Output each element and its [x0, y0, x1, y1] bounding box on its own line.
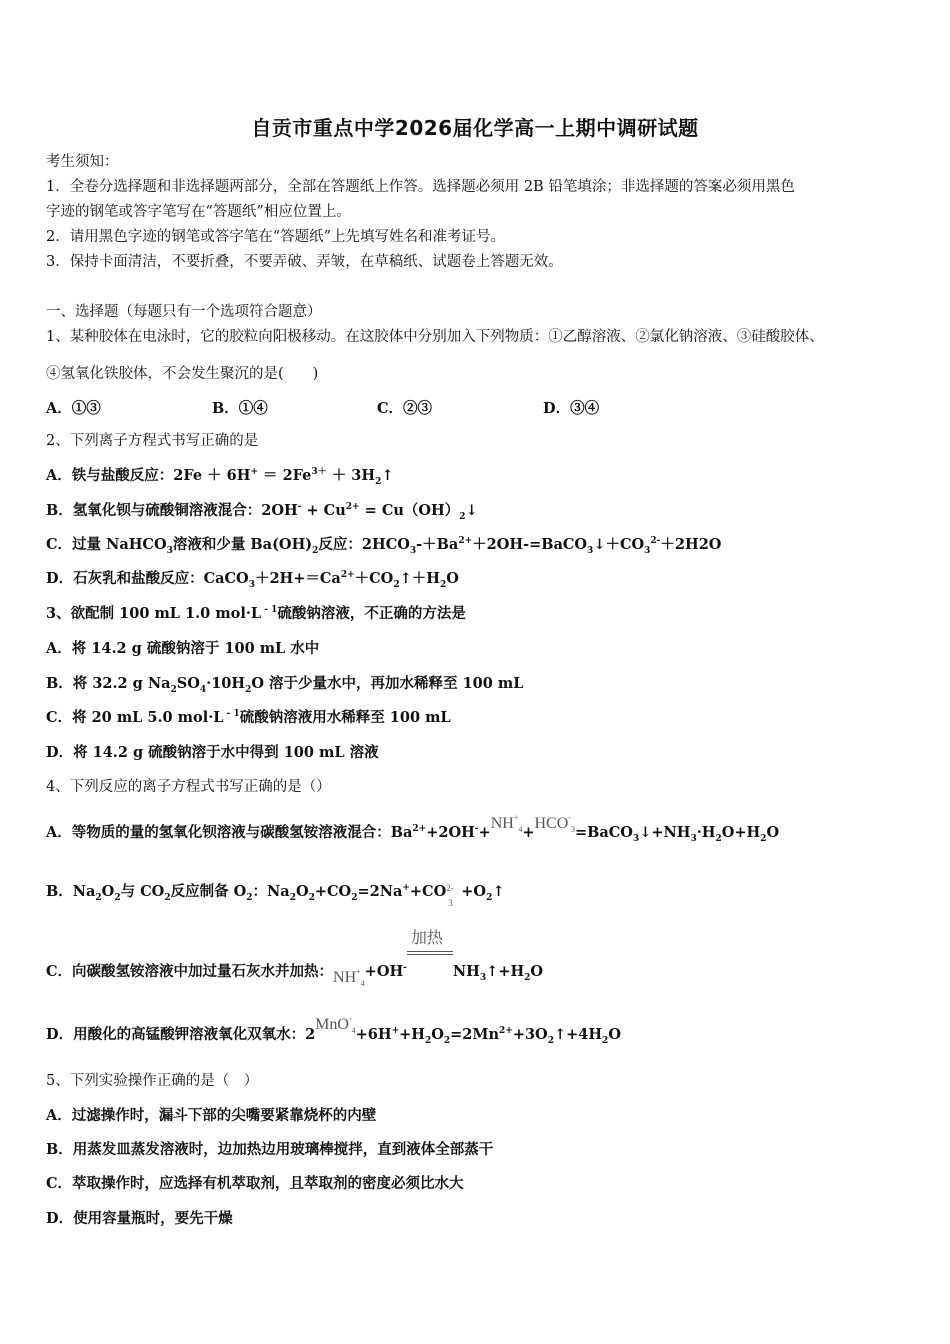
q5-option-c: C．萃取操作时，应选择有机萃取剂，且萃取剂的密度必须比水大	[46, 1175, 464, 1192]
q5-stem: 5、下列实验操作正确的是（ ）	[46, 1073, 259, 1089]
notice-heading: 考生须知：	[46, 154, 119, 170]
q5-option-a: A．过滤操作时，漏斗下部的尖嘴要紧靠烧杯的内壁	[46, 1107, 377, 1124]
section-heading: 一、选择题（每题只有一个选项符合题意）	[46, 304, 322, 320]
q4-option-d: D．用酸化的高锰酸钾溶液氧化双氧水：$2MnO^-_4+6H^++H_2O_2=2Mn^{2+}+3O_2↑+4H_2O$	[46, 1014, 621, 1046]
q2-option-b-label: B．氢氧化钡与硫酸铜溶液混合：	[46, 502, 262, 519]
ammonium-ion-formula: $NH^+_4$	[333, 967, 365, 988]
q1-stem-b: ④氢氧化铁胶体，不会发生聚沉的是( )	[46, 366, 319, 382]
notice-item-2: 2．请用黑色字迹的钢笔或答字笔在“答题纸”上先填写姓名和准考证号。	[46, 229, 506, 245]
q3-stem: 3、欲配制 100 mL 1.0 mol·L $^{- 1}$硫酸钠溶液，不正确的方法是	[46, 605, 466, 622]
q2-option-a-label: A．铁与盐酸反应：	[46, 467, 174, 484]
q3-option-d: D．将 14.2 g 硫酸钠溶于水中得到 100 mL 溶液	[46, 744, 379, 761]
notice-item-3: 3．保持卡面清洁，不要折叠，不要弄破、弄皱，在草稿纸、试题卷上答题无效。	[46, 254, 563, 270]
exam-title: 自贡市重点中学2026届化学高一上期中调研试题	[251, 116, 699, 140]
notice-item-1b: 字迹的钢笔或答字笔写在“答题纸”相应位置上。	[46, 204, 351, 220]
q2-option-b: B．氢氧化钡与硫酸铜溶液混合：$2OH^- + Cu^{2+}$ = $Cu(OH)_2↓$	[46, 502, 478, 522]
permanganate-ion-formula: MnO-$_4$	[315, 1014, 356, 1035]
q3-option-b: B．将 32.2 g $Na_2SO_4\cdot 10H_2O$ 溶于少量水中，再加水稀释至 100 mL	[46, 675, 524, 695]
q2-option-c: C．过量 NaHCO$_3$溶液和少量 $Ba(OH)_2$反应：$2HCO_3-+Ba^{2+}+2OH-=BaCO_3↓+CO_3^{2-}+2H2O$	[46, 536, 722, 556]
q1-stem-a: 1、某种胶体在电泳时，它的胶粒向阳极移动。在这胶体中分别加入下列物质：①乙醇溶液、②氯化钠溶液、③硅酸胶体、	[46, 329, 824, 345]
ammonium-ion-formula: $NH^+_4$	[490, 813, 523, 834]
q5-option-b: B．用蒸发皿蒸发溶液时，边加热边用玻璃棒搅拌，直到液体全部蒸干	[46, 1141, 494, 1158]
q4-option-b: B．$Na_2O_2$与 $CO_2$反应制备 $O_2$：$Na_2O_2+CO_2=2Na^++CO$ 2- 3 $+O_2↑$	[46, 883, 505, 908]
q3-option-a: A．将 14.2 g 硫酸钠溶于 100 mL 水中	[46, 640, 320, 657]
q1-option-a: A．①③	[46, 400, 101, 417]
notice-item-1a: 1．全卷分选择题和非选择题两部分，全部在答题纸上作答。选择题必须用 2B 铅笔填涂；非选择题的答案必须用黑色	[46, 179, 795, 195]
heating-arrow: 加热	[407, 954, 453, 976]
q1-option-c: C．②③	[377, 400, 433, 417]
q1-option-d: D．③④	[543, 400, 600, 417]
q4-option-c: C．向碳酸氢铵溶液中加过量石灰水并加热：$NH^+_4+OH^-$ 加热 $NH_3↑+H_2O$	[46, 928, 544, 988]
q4-stem: 4、下列反应的离子方程式书写正确的是（）	[46, 779, 331, 795]
q2-stem: 2、下列离子方程式书写正确的是	[46, 433, 259, 449]
q1-option-b: B．①④	[212, 400, 268, 417]
q4-option-a: A．等物质的量的氢氧化钡溶液与碳酸氢铵溶液混合：$Ba^{2+}+2OH^-+NH^+_4+HCO^-_3=BaCO_3↓+NH_3\cdot H_2O+H_2O$	[46, 813, 780, 844]
q2-option-d: D．石灰乳和盐酸反应：$CaCO_3+2H+=Ca^{2+}+CO_2↑+H_2O$	[46, 570, 459, 590]
bicarbonate-ion-formula: $HCO^-_3$	[534, 813, 575, 834]
q3-option-c: C．将 20 mL 5.0 mol·L $^{- 1}$硫酸钠溶液用水稀释至 100 mL	[46, 709, 451, 726]
q5-option-d: D．使用容量瓶时，要先干燥	[46, 1210, 233, 1227]
q2-option-a: A．铁与盐酸反应：$2Fe + 6H^+ = 2Fe^{3+}$ ＋ $3H_2↑$	[46, 467, 394, 487]
